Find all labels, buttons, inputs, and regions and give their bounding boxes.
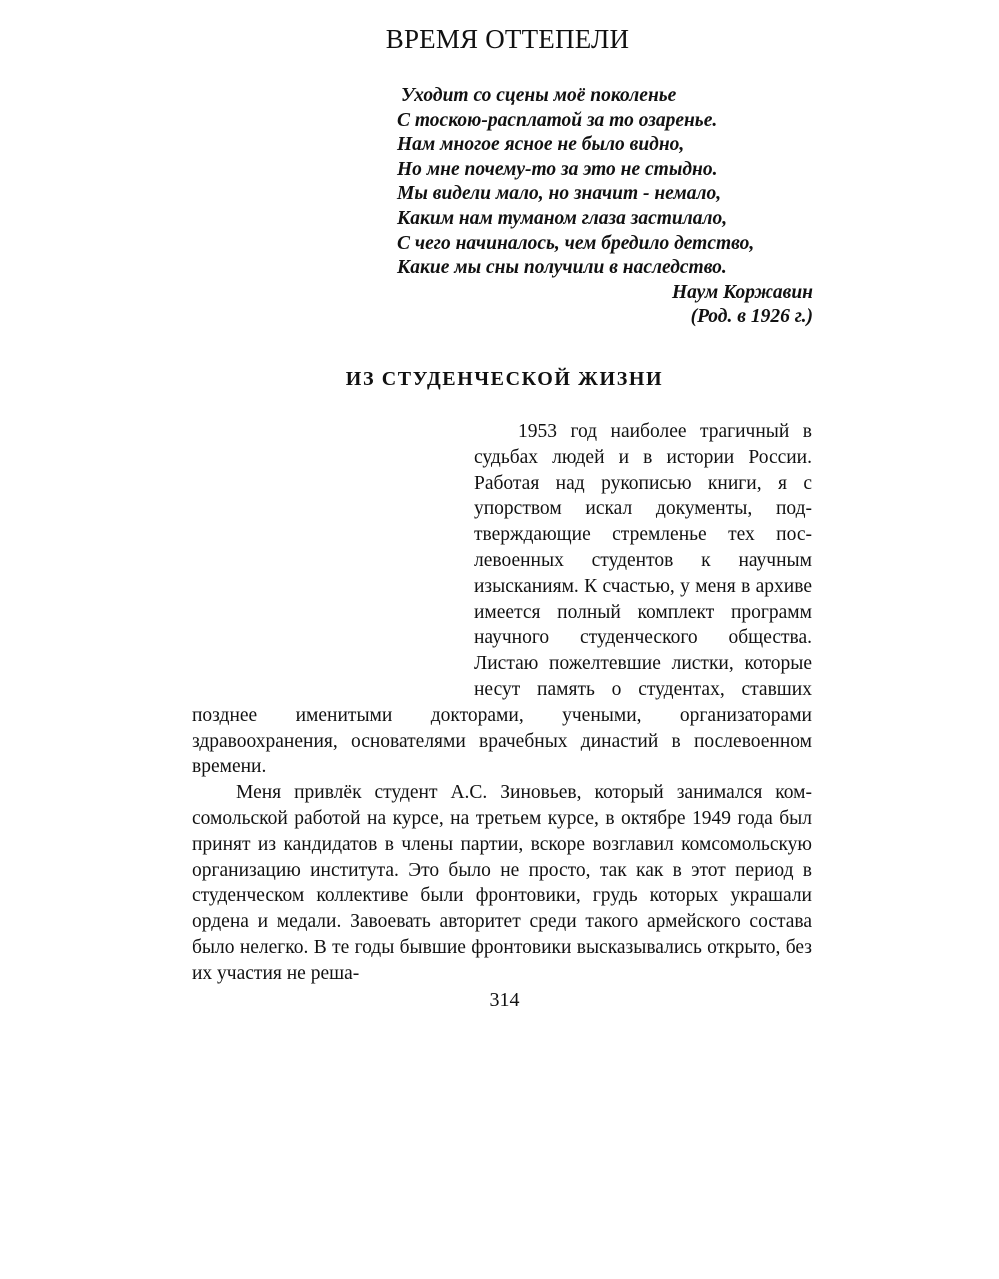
epigraph-poem (397, 84, 817, 330)
poem-line: Но мне почему-то за это не стыдно. (397, 158, 718, 180)
poem-line: Уходит со сцены моё поколенье (401, 85, 677, 106)
layout-spacer (192, 419, 474, 677)
poem-line: С чего начиналось, чем бредило детство, (397, 232, 755, 254)
poem-line: Каким нам туманом глаза застилало, (397, 207, 728, 229)
body-text (192, 419, 812, 987)
section-heading: ИЗ СТУДЕНЧЕСКОЙ ЖИЗНИ (345, 368, 664, 390)
poem-line: Мы видели мало, но значит - немало, (397, 183, 722, 205)
paragraph: Меня привлёк студент А.С. Зиновьев, который занимался комсомольской работой на курсе, на третьем курсе, в октябре 1949 года был принят из кандидатов в члены партии, вскоре возглавил комсомольскую организацию института. Это было не просто, так как в этот период в студенческом коллективе были фронтовики, грудь которых украшали ордена и медали. Завоевать авторитет среди такого армейского состава было нелегко. В те годы бывшие фронтовики высказывались открыто, без их участия не реша- (192, 782, 812, 984)
poem-line: С тоскою-расплатой за то озаренье. (397, 109, 718, 131)
poem-line: Какие мы сны получили в наследство. (397, 257, 727, 279)
running-title: ВРЕМЯ ОТТЕПЕЛИ (385, 24, 630, 54)
paragraph: 1953 год наиболее трагичный в судьбах людей и в истории России. Работая над рукописью книги, я с упорством искал документы, подтверждающие стремленье тех послевоенных студентов к научным изысканиям. К счастью, у меня в архиве имеется полный комплект программ научного студенческого общества. Листаю пожелтевшие листки, которые несут память о студентах, ставших позднее именитыми докторами, учеными, организаторами здравоохранения, основателями врачебных династий в послевоенном времени. (192, 421, 812, 778)
page-number: 314 (489, 989, 520, 1011)
epigraph-author-note: (Род. в 1926 г.) (690, 306, 813, 328)
poem-line: Нам многое ясное не было видно, (397, 134, 685, 156)
epigraph-author: Наум Коржавин (671, 281, 813, 303)
